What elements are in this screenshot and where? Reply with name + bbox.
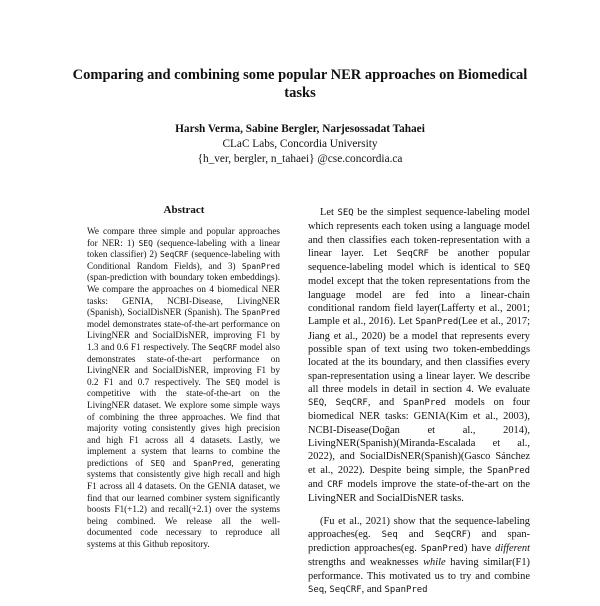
model-name: SpanPred [486,465,530,476]
text-segment: We compare three simple and popular approaches for NER: 1) [87,226,280,248]
text-segment: (sequence-labeling with a linear token classifier) 2) [87,237,281,260]
paper-title [60,66,540,102]
text-segment: Let [320,207,338,218]
model-name: Seq [308,585,325,596]
text-segment: , and [367,397,403,409]
intro-paragraph-2 [308,515,530,598]
model-name: SEQ [138,238,153,248]
model-name: SpanPred [241,261,280,271]
text-segment: strengths and weaknesses [308,557,424,569]
text-segment: model also demonstrates state-of-the-art performance on LivingNER and SocialDisNER, improving F1 by 0.2 F1 and 0.7 respectively. The [87,341,281,387]
emphasis: while [423,557,446,569]
text-segment: (sequence-labeling with Conditional Random Fields), and 3) [87,249,280,271]
model-name: SpanPred [193,458,232,468]
abstract-body [87,226,280,551]
text-segment: (Fu et al., 2021) show that the sequence-labeling approaches(eg. [308,515,530,540]
model-name: CRF [327,479,344,490]
text-segment: ) have [463,543,496,555]
text-segment: and [308,478,328,490]
model-name: SEQ [308,398,325,409]
text-segment: models on four biomedical NER tasks: GENIA(Kim et al., 2003), NCBI-Disease(Doğan et al., 2014), LivingNER(Spanish)(Miranda-Escalada et al., 2022), and SocialDisNER(Spanish)(Gasco Sánchez et al., 2022). Despite being simple, the [308,397,530,476]
model-name: SEQ [225,377,241,387]
text-segment: , and [361,584,385,596]
text-segment: be the simplest sequence-labeling model which represents each token using a language model and then classifies each token-representation with a linear layer. Let [308,207,530,259]
text-segment: , [324,584,330,596]
abstract-paragraph [87,226,280,551]
model-name: SpanPred [415,317,459,328]
text-segment: be another popular sequence-labeling model which is identical to [308,247,530,274]
text-segment: and [397,528,435,540]
abstract-heading: Abstract [163,204,205,216]
model-name: SpanPred [420,544,464,555]
model-name: SeqCRF [329,585,362,596]
text-segment: (Lee et al., 2017; Jiang et al., 2020) be a model that represents every possible span of text using two token-embeddings located at the its boundary, and then classifies every span-representation using a linear layer. We describe all three models in detail in section 4. We evaluate [308,316,530,395]
model-name: SpanPred [241,308,280,318]
model-name: SeqCRF [396,248,429,259]
email: {h_ver, bergler, n_tahaei} @cse.concordia.ca [197,153,403,165]
text-segment: model demonstrates state-of-the-art performance on LivingNER and SocialDisNER, improving F1 by 1.3 and 0.6 F1 respectively. The [87,318,280,352]
affiliation: CLaC Labs, Concordia University [222,138,378,150]
model-name: SpanPred [402,398,446,409]
model-name: SeqCRF [335,398,368,409]
model-name: SeqCRF [208,342,238,352]
author-names: Harsh Verma, Sabine Bergler, Narjesossadat Tahaei [175,123,425,135]
text-segment: , [324,397,336,409]
model-name: SEQ [513,263,530,274]
emphasis: different [495,543,530,555]
model-name: SeqCRF [434,529,468,540]
author-block [60,122,540,167]
text-segment: (span-prediction with boundary token embeddings). We compare the approaches on 4 biomedical NER tasks: GENIA, NCBI-Disease, LivingNER (Spanish), SocialDisNER (Spanish). The [87,272,280,318]
model-name: SEQ [337,208,354,218]
text-segment: and [164,457,194,468]
intro-column [308,206,530,606]
text-segment: model except that the token representations from the language model are fed into a linear-chain conditional random field layer(Lafferty et al., 2001; Lample et al., 2016). Let [308,276,530,328]
model-name: SEQ [150,458,165,468]
text-segment: model is competitive with the state-of-the-art on the LivingNER dataset. We explore some simple ways of combining the three approaches. We find that majority voting consistently gives high precision and high F1 across all 4 datasets. Lastly, we implement a system that learns to combine the predictions of [87,376,281,468]
model-name: SeqCRF [159,250,189,260]
title-line-1: Comparing and combining some popular NER approaches on Biomedical [72,67,528,83]
model-name: SpanPred [384,585,428,596]
text-segment: having similar(F1) performance. This motivated us to try and combine [308,557,530,582]
intro-paragraph-1 [308,206,530,506]
model-name: Seq [381,529,398,540]
title-line-2: tasks [284,85,316,101]
text-segment: ) and span-prediction approaches(eg. [308,528,530,555]
text-segment: models improve the state-of-the-art on the LivingNER and SocialDisNER tasks. [308,478,530,505]
text-segment: , generating systems that consistently give high recall and high F1 across all 4 datasets. On the GENIA dataset, we find that our learned combiner system significantly boosts F1(+1.2) and recall(+2.1) over the systems being combined. We release all the well-documented code necessary to reproduce all systems at this Github repository. [87,457,281,550]
